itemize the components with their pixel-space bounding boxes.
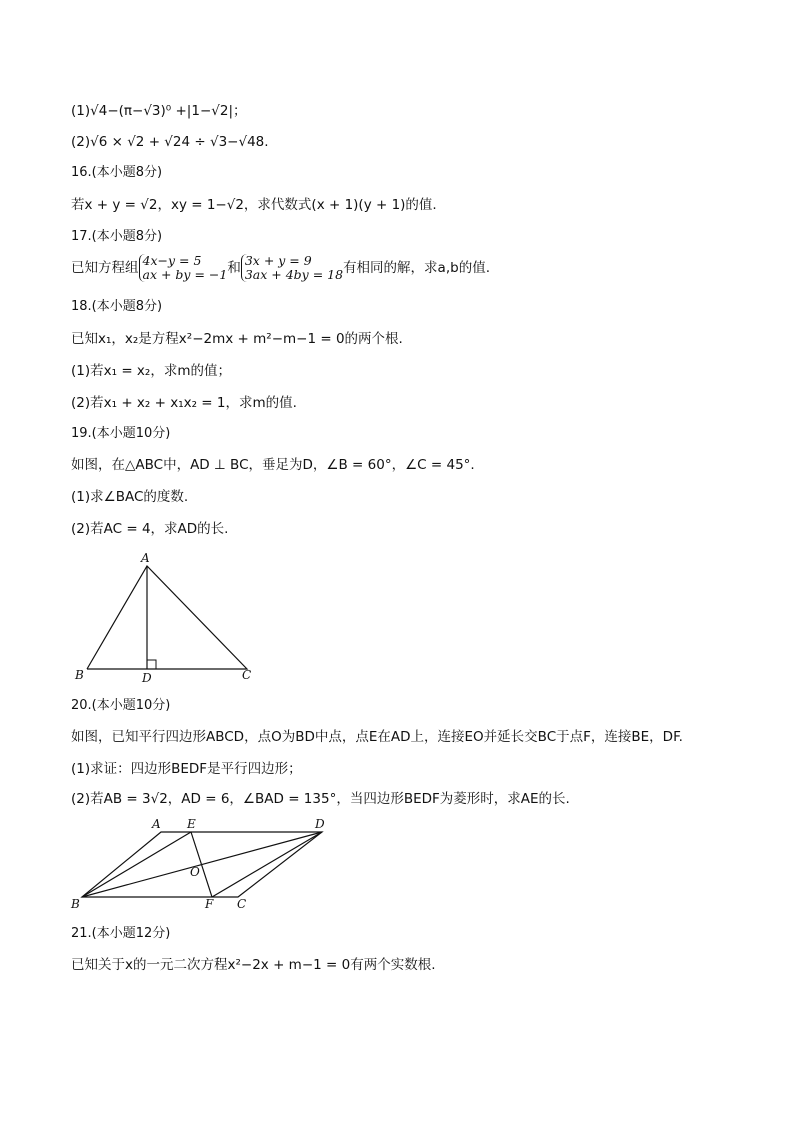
problem-20-part-2: (2)若AB = 3√2，AD = 6，∠BAD = 135°，当四边形BEDF为菱形时，求AE的长. — [71, 791, 570, 807]
problem-18-part-2: (2)若x₁ + x₂ + x₁x₂ = 1，求m的值. — [71, 395, 297, 411]
label-D: D — [315, 817, 325, 831]
equation-system-2: 3x + y = 9 3ax + 4by = 18 — [241, 254, 343, 282]
problem-15-part-2: (2)√6 × √2 + √24 ÷ √3−√48. — [71, 134, 269, 150]
parallelogram-figure — [60, 812, 340, 912]
problem-19-part-1: (1)求∠BAC的度数. — [71, 489, 189, 505]
problem-20-part-1: (1)求证：四边形BEDF是平行四边形； — [71, 761, 302, 777]
label-A: A — [141, 551, 150, 565]
label-E: E — [187, 817, 196, 831]
label-D: D — [142, 671, 152, 685]
problem-19-part-2: (2)若AC = 4，求AD的长. — [71, 521, 229, 537]
triangle-figure — [60, 545, 280, 690]
problem-17-mid: 和 — [227, 260, 241, 276]
problem-17-header: 17.(本小题8分) — [71, 229, 163, 244]
label-F: F — [205, 897, 214, 911]
problem-20-text: 如图，已知平行四边形ABCD，点O为BD中点，点E在AD上，连接EO并延长交BC于点F，连接BE，DF. — [71, 729, 683, 745]
problem-16-header: 16.(本小题8分) — [71, 165, 163, 180]
problem-21-header: 21.(本小题12分) — [71, 926, 171, 941]
problem-17-post: 有相同的解，求a,b的值. — [343, 260, 490, 276]
problem-19-header: 19.(本小题10分) — [71, 426, 171, 441]
problem-18-header: 18.(本小题8分) — [71, 299, 163, 314]
problem-17-pre: 已知方程组 — [71, 260, 139, 276]
problem-16-text: 若x + y = √2，xy = 1−√2，求代数式(x + 1)(y + 1)的值. — [71, 197, 437, 213]
problem-17-text — [71, 254, 490, 282]
label-C: C — [237, 897, 247, 911]
problem-21-text: 已知关于x的一元二次方程x²−2x + m−1 = 0有两个实数根. — [71, 957, 436, 973]
problem-19-text: 如图，在△ABC中，AD ⊥ BC，垂足为D，∠B = 60°，∠C = 45°. — [71, 457, 475, 473]
problem-20-header: 20.(本小题10分) — [71, 698, 171, 713]
label-B: B — [75, 668, 84, 682]
label-B: B — [71, 897, 80, 911]
label-O: O — [190, 865, 200, 879]
problem-18-text: 已知x₁，x₂是方程x²−2mx + m²−m−1 = 0的两个根. — [71, 331, 403, 347]
problem-18-part-1: (1)若x₁ = x₂，求m的值； — [71, 363, 231, 379]
equation-system-1: 4x−y = 5 ax + by = −1 — [139, 254, 228, 282]
label-C: C — [242, 668, 252, 682]
problem-15-part-1: (1)√4−(π−√3)⁰ +|1−√2|； — [71, 103, 247, 119]
label-A: A — [152, 817, 161, 831]
